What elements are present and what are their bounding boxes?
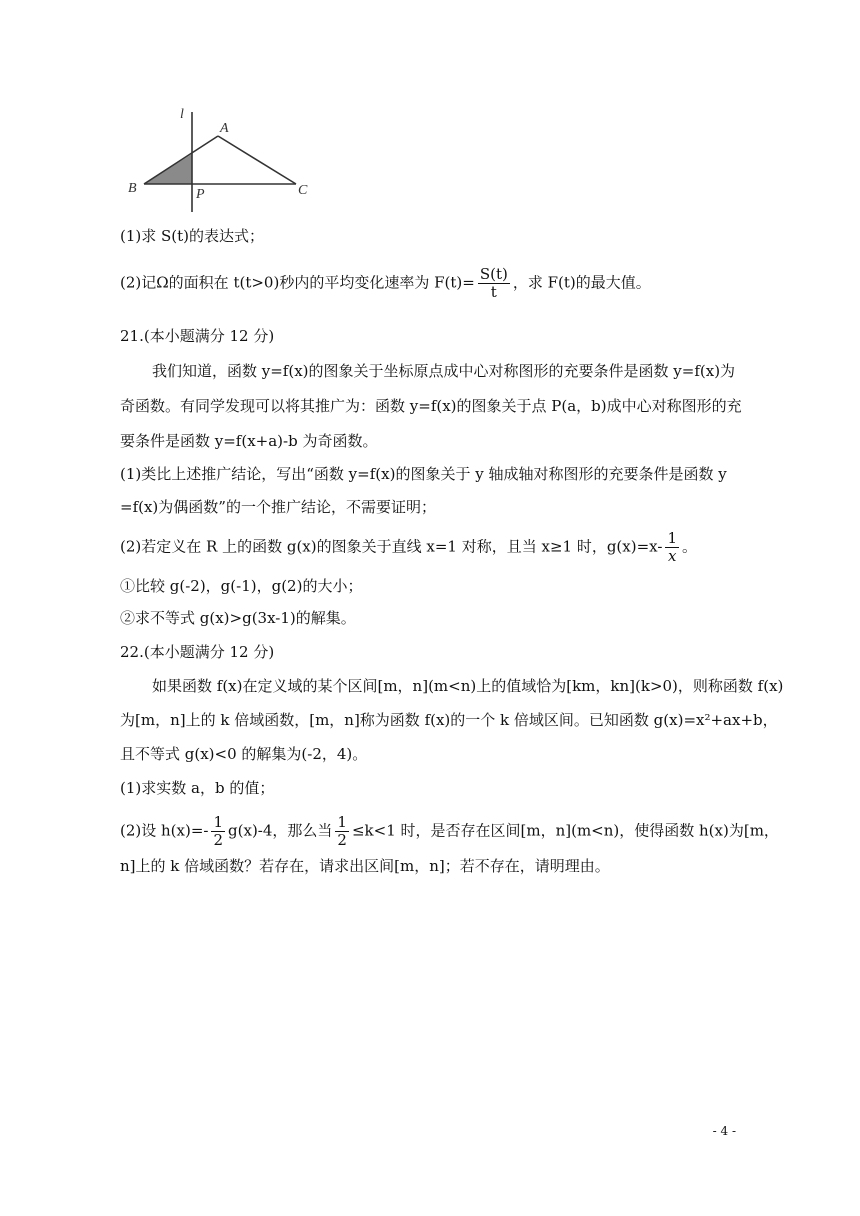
- q22-intro-line2: 为[m，n]上的 k 倍域函数，[m，n]称为函数 f(x)的一个 k 倍域区间。已知函数 g(x)=x²+ax+b，: [120, 711, 778, 729]
- label-l: l: [180, 107, 184, 122]
- q21-subpart1: ①比较 g(-2)，g(-1)，g(2)的大小；: [120, 577, 363, 595]
- q22-part2-line2: n]上的 k 倍域函数？若存在，请求出区间[m，n]；若不存在，请明理由。: [120, 857, 610, 875]
- q21-intro-line1: 我们知道，函数 y=f(x)的图象关于坐标原点成中心对称图形的充要条件是函数 y=f(x)为: [152, 362, 736, 380]
- label-b: B: [128, 181, 137, 196]
- fraction-numerator: 1: [337, 813, 347, 831]
- fraction-denominator: t: [490, 283, 497, 301]
- q21-intro-line3: 要条件是函数 y=f(x+a)-b 为奇函数。: [120, 432, 378, 450]
- q21-part2-text-a: (2)若定义在 R 上的函数 g(x)的图象关于直线 x=1 对称，且当 x≥1 时，g(x)=x-: [120, 537, 663, 556]
- q22-part2-line1: [120, 814, 779, 849]
- q22-part2-text-b: g(x)-4，那么当: [228, 821, 333, 840]
- fraction-denominator: 2: [213, 831, 224, 849]
- fraction-one-half-second: [335, 814, 349, 849]
- triangle-figure: [120, 100, 320, 220]
- fraction-numerator: S(t): [479, 265, 508, 283]
- q21-part1-line2: =f(x)为偶函数”的一个推广结论，不需要证明；: [120, 498, 436, 516]
- q20-part2-text-a: (2)记Ω的面积在 t(t>0)秒内的平均变化速率为 F(t)=: [120, 273, 475, 292]
- page-number: - 4 -: [712, 1124, 736, 1138]
- q22-part2-text-c: ≤k<1 时，是否存在区间[m，n](m<n)，使得函数 h(x)为[m，: [351, 821, 779, 840]
- fraction-numerator: 1: [667, 529, 677, 547]
- q21-part2-text-b: 。: [681, 537, 697, 556]
- q20-part2: [120, 266, 651, 301]
- q21-intro-line2: 奇函数。有同学发现可以将其推广为：函数 y=f(x)的图象关于点 P(a，b)成中心对称图形的充: [120, 397, 742, 415]
- side-ac: [218, 136, 296, 184]
- q22-heading: 22.(本小题满分 12 分): [120, 643, 275, 661]
- label-c: C: [298, 183, 308, 198]
- q22-intro-line3: 且不等式 g(x)<0 的解集为(-2，4)。: [120, 745, 368, 763]
- q22-intro-line1: 如果函数 f(x)在定义域的某个区间[m，n](m<n)上的值域恰为[km，kn](k>0)，则称函数 f(x): [152, 677, 784, 695]
- fraction-one-half: [211, 814, 225, 849]
- q21-heading: 21.(本小题满分 12 分): [120, 327, 275, 345]
- q20-part2-text-b: ，求 F(t)的最大值。: [512, 273, 651, 292]
- fraction-numerator: 1: [213, 813, 224, 831]
- q20-part1: (1)求 S(t)的表达式；: [120, 227, 265, 245]
- q22-part2-text-a: (2)设 h(x)=-: [120, 821, 209, 840]
- fraction-denominator: 2: [337, 831, 347, 849]
- fraction-st-over-t: [478, 266, 510, 301]
- fraction-denominator: x: [667, 547, 677, 565]
- q21-part1-line1: (1)类比上述推广结论，写出“函数 y=f(x)的图象关于 y 轴成轴对称图形的充要条件是函数 y: [120, 465, 727, 483]
- fraction-1-over-x: [665, 530, 679, 565]
- q21-subpart2: ②求不等式 g(x)>g(3x-1)的解集。: [120, 609, 356, 627]
- q22-part1: (1)求实数 a，b 的值；: [120, 779, 275, 797]
- q21-part2: [120, 530, 697, 565]
- label-a: A: [220, 121, 229, 136]
- label-p: P: [196, 187, 205, 202]
